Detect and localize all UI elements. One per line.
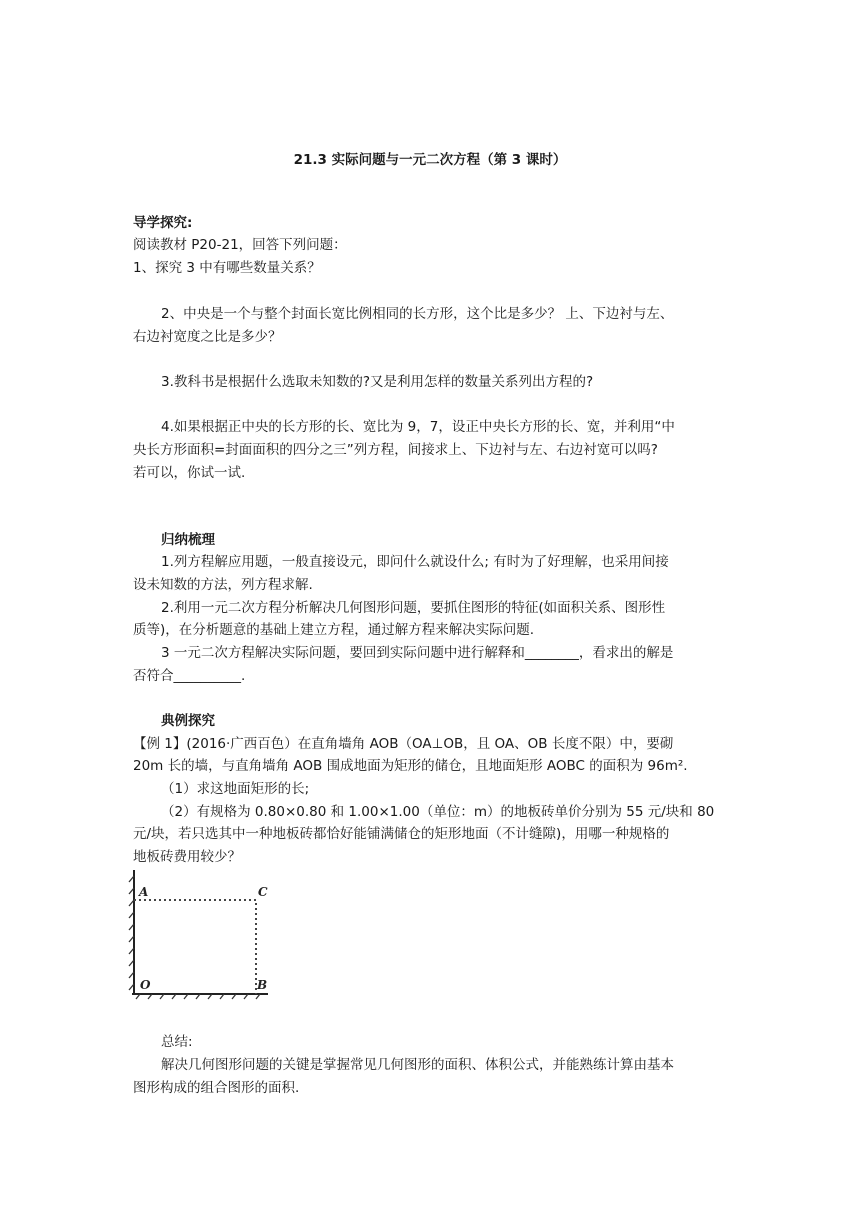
summary-point-1-line2: 设未知数的方法，列方程求解. [133,577,313,593]
guide-question-2-line1: 2、中央是一个与整个封面长宽比例相同的长方形，这个比是多少？ 上、下边衬与左、 [161,306,674,322]
guide-question-4-line2: 央长方形面积=封面面积的四分之三”列方程，间接求上、下边衬与左、右边衬宽可以吗? [133,442,658,458]
wall-corner-diagram [128,866,273,1001]
example-1-line2: 20m 长的墙，与直角墙角 AOB 围成地面为矩形的储仓，且地面矩形 AOBC 的面积为 96m². [133,758,688,774]
summary-point-1-line1: 1.列方程解应用题，一般直接设元，即问什么就设什么; 有时为了好理解，也采用间接 [161,554,669,570]
conclusion-line2: 图形构成的组合图形的面积. [133,1080,300,1096]
guide-question-2-line2: 右边衬宽度之比是多少？ [133,329,282,345]
summary-point-3-line1: 3 一元二次方程解决实际问题，要回到实际问题中进行解释和________，看求出的解是 [161,645,674,661]
label-B: B [257,978,268,992]
label-O: O [140,978,151,992]
summary-point-3-line2: 否符合__________. [133,668,246,684]
example-1-sub2-line2: 元/块，若只选其中一种地板砖都恰好能铺满储仓的矩形地面（不计缝隙)，用哪一种规格的 [133,826,670,842]
example-heading: 典例探究 [161,713,215,729]
conclusion-line1: 解决几何图形问题的关键是掌握常见几何图形的面积、体积公式，并能熟练计算由基本 [161,1057,674,1073]
label-A: A [139,885,149,899]
summary-point-2-line2: 质等)，在分析题意的基础上建立方程，通过解方程来解决实际问题. [133,622,535,638]
page-title: 21.3 实际问题与一元二次方程（第 3 课时） [293,152,567,168]
conclusion-heading: 总结: [161,1034,193,1050]
example-1-sub2-line1: （2）有规格为 0.80×0.80 和 1.00×1.00（单位：m）的地板砖单价分别为 55 元/块和 80 [161,804,715,820]
guide-question-1: 1、探究 3 中有哪些数量关系？ [133,260,321,276]
guide-question-3: 3.教科书是根据什么选取未知数的?又是利用怎样的数量关系列出方程的? [161,374,594,390]
summary-point-2-line1: 2.利用一元二次方程分析解决几何图形问题，要抓住图形的特征(如面积关系、图形性 [161,600,666,616]
new-wall-dotted [134,900,256,994]
example-1-line1: 【例 1】(2016·广西百色）在直角墙角 AOB（OA⊥OB，且 OA、OB 长度不限）中，要砌 [133,736,674,752]
guide-heading: 导学探究: [133,215,193,231]
example-1-sub2-line3: 地板砖费用较少？ [133,849,241,865]
label-C: C [258,885,268,899]
guide-question-4-line3: 若可以，你试一试. [133,465,246,481]
guide-intro: 阅读教材 P20-21，回答下列问题： [133,237,347,253]
summary-heading: 归纳梳理 [161,532,215,548]
wall-corner-figure [128,866,273,1001]
example-1-sub1: （1）求这地面矩形的长; [161,781,310,797]
guide-question-4-line1: 4.如果根据正中央的长方形的长、宽比为 9，7，设正中央长方形的长、宽，并利用“中 [161,419,675,435]
